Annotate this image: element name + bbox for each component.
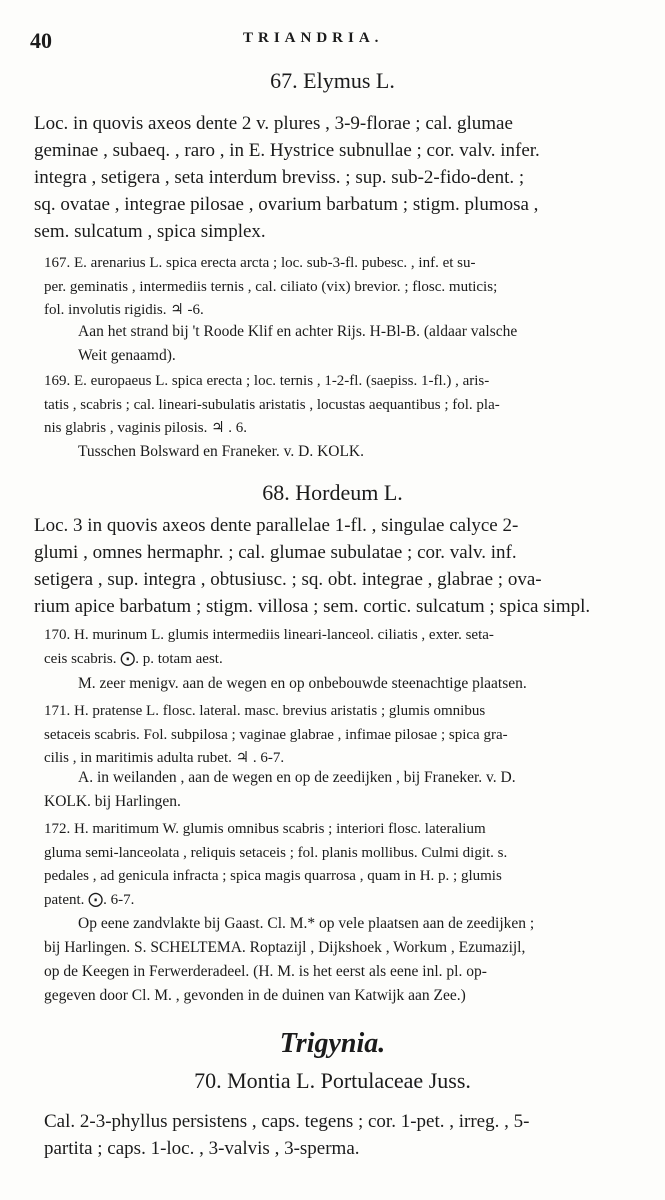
locality-line: Aan het strand bij 't Roode Klif en achter Rijs. H-Bl-B. (aldaar valsche [78,323,518,340]
species-line: pedales , ad genicula infracta ; spica magis quarrosa , quam in H. p. ; glumis [44,868,502,884]
species-172-locality [78,912,648,936]
locality-line: bij Harlingen. S. SCHELTEMA. Roptazijl , Dijkshoek , Workum , Ezumazijl, [44,939,526,956]
species-line: per. geminatis , intermediis ternis , cal. ciliato (vix) brevior. ; flosc. muticis; [44,278,498,295]
description-line: rium apice barbatum ; stigm. villosa ; sem. cortic. sulcatum ; spica simpl. [34,596,591,617]
species-line: fol. involutis rigidis. ♃ -6. [44,302,204,318]
section-title: Trigynia. [279,1028,386,1059]
locality-line: gegeven door Cl. M. , gevonden in de duinen van Katwijk aan Zee.) [44,987,466,1004]
species-172-locality-continued [44,936,614,1008]
description-line: glumi , omnes hermaphr. ; cal. glumae subulatae ; cor. valv. inf. [34,542,517,563]
description-line: Loc. in quovis axeos dente 2 v. plures , 3-9-florae ; cal. glumae [34,113,513,134]
description-line: partita ; caps. 1-loc. , 3-valvis , 3-sperma. [44,1138,360,1159]
locality-line: op de Keegen in Ferwerderadeel. (H. M. is het eerst als eene inl. pl. op- [44,963,487,980]
species-line: 172. H. maritimum W. glumis omnibus scabris ; interiori flosc. lateralium [44,821,486,837]
species-line: setaceis scabris. Fol. subpilosa ; vaginae glabrae , infimae pilosae ; spica gra- [44,726,508,743]
locality-line: Tusschen Bolsward en Franeker. v. D. KOLK. [78,443,365,460]
description-line: geminae , subaeq. , raro , in E. Hystrice subnullae ; cor. valv. infer. [34,140,540,161]
locality-line: Op eene zandvlakte bij Gaast. Cl. M.* op vele plaatsen aan de zeedijken ; [78,915,535,932]
species-line: ceis scabris. ⨀. p. totam aest. [44,650,223,667]
species-line: patent. ⨀. 6-7. [44,891,135,908]
description-line: Loc. 3 in quovis axeos dente parallelae 1-fl. , singulae calyce 2- [34,515,519,536]
species-167-entry [44,252,634,323]
species-169-entry [44,370,634,441]
species-172-entry [44,818,634,912]
genus-68-description [34,512,634,620]
genus-67-description [34,110,634,245]
genus-68-title: 68. Hordeum L. [262,480,403,505]
species-line: 169. E. europaeus L. spica erecta ; loc. ternis , 1-2-fl. (saepiss. 1-fl.) , aris- [44,373,490,389]
locality-line: KOLK. bij Harlingen. [44,793,181,810]
genus-70-description [44,1108,634,1162]
page-number: 40 [30,28,52,53]
running-title: TRIANDRIA. [243,30,384,46]
species-line: 171. H. pratense L. flosc. lateral. masc. brevius aristatis ; glumis omnibus [44,703,486,719]
species-line: 170. H. murinum L. glumis intermediis lineari-lanceol. ciliatis , exter. seta- [44,627,494,643]
description-line: integra , setigera , seta interdum breviss. ; sup. sub-2-fido-dent. ; [34,167,525,188]
species-171-locality-continued [44,790,614,814]
locality-line: M. zeer menigv. aan de wegen en op onbebouwde steenachtige plaatsen. [78,675,527,692]
species-169-locality [78,440,648,464]
species-171-locality [78,766,648,790]
species-171-entry [44,700,634,771]
locality-line: A. in weilanden , aan de wegen en op de zeedijken , bij Franeker. v. D. [78,769,516,786]
genus-70-title: 70. Montia L. Portulaceae Juss. [194,1068,471,1093]
species-170-entry [44,624,634,671]
species-line: cilis , in maritimis adulta rubet. ♃ . 6-7. [44,750,285,766]
species-170-locality [78,672,648,696]
species-167-locality [78,320,648,368]
species-line: nis glabris , vaginis pilosis. ♃ . 6. [44,420,248,436]
description-line: setigera , sup. integra , obtusiusc. ; sq. obt. integrae , glabrae ; ova- [34,569,542,590]
description-line: sem. sulcatum , spica simplex. [34,221,266,242]
description-line: Cal. 2-3-phyllus persistens , caps. tegens ; cor. 1-pet. , irreg. , 5- [44,1111,530,1132]
species-line: gluma semi-lanceolata , reliquis setaceis ; fol. planis mollibus. Culmi digit. s. [44,844,508,861]
species-line: tatis , scabris ; cal. lineari-subulatis aristatis , locustas aequantibus ; fol. pla- [44,396,500,413]
species-line: 167. E. arenarius L. spica erecta arcta ; loc. sub-3-fl. pubesc. , inf. et su- [44,255,476,271]
locality-line: Weit genaamd). [78,347,176,364]
genus-67-title: 67. Elymus L. [270,68,395,93]
description-line: sq. ovatae , integrae pilosae , ovarium barbatum ; stigm. plumosa , [34,194,539,215]
